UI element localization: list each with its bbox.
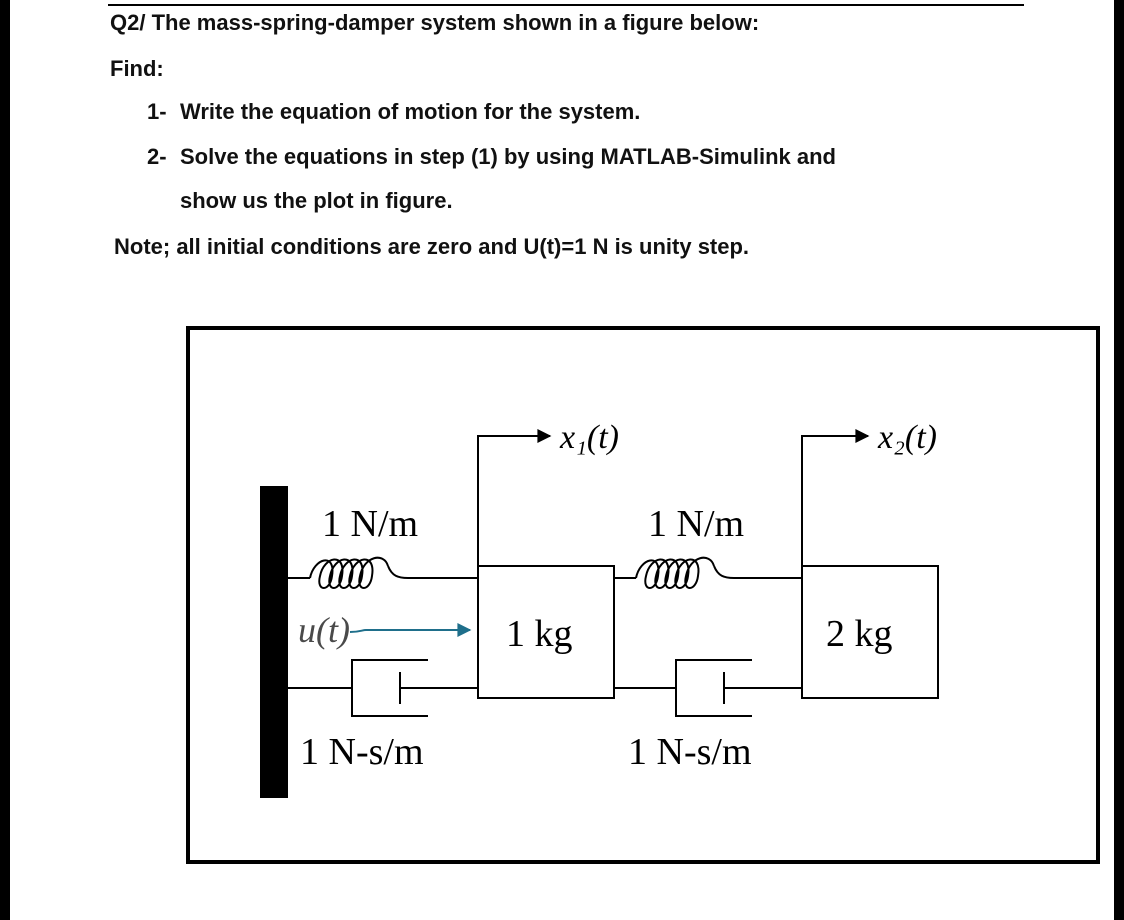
displacement-1-label: x₁(t) bbox=[560, 419, 620, 456]
damper-2-label: 1 N-s/m bbox=[628, 731, 752, 773]
spring-1-label: 1 N/m bbox=[322, 503, 419, 545]
find-label: Find: bbox=[110, 56, 164, 81]
document-page bbox=[10, 0, 1114, 920]
input-force-arrow bbox=[350, 630, 470, 632]
mass-2-label: 2 kg bbox=[826, 613, 893, 655]
diagram-frame bbox=[186, 326, 1100, 864]
fixed-wall bbox=[260, 486, 288, 798]
step-1-text: Write the equation of motion for the system. bbox=[180, 99, 641, 124]
spring-2 bbox=[614, 558, 802, 588]
spring-2-label: 1 N/m bbox=[648, 503, 745, 545]
step-1-number: 1- bbox=[147, 99, 167, 124]
question-title: Q2/ The mass-spring-damper system shown in a figure below: bbox=[110, 10, 760, 35]
damper-1-label: 1 N-s/m bbox=[300, 731, 424, 773]
step-2-number: 2- bbox=[147, 144, 167, 169]
step-2-continuation: show us the plot in figure. bbox=[180, 188, 453, 213]
note-text: Note; all initial conditions are zero and U(t)=1 N is unity step. bbox=[114, 234, 750, 259]
displacement-1-arrow bbox=[478, 436, 550, 566]
damper-2 bbox=[614, 660, 802, 716]
damper-1 bbox=[288, 660, 478, 716]
top-rule bbox=[108, 4, 1024, 6]
input-force-label: u(t) bbox=[298, 610, 350, 650]
displacement-2-label: x₂(t) bbox=[878, 419, 938, 456]
mass-spring-damper-diagram bbox=[190, 330, 1096, 860]
mass-1-label: 1 kg bbox=[506, 613, 573, 655]
step-2-text: Solve the equations in step (1) by using MATLAB-Simulink and bbox=[180, 144, 836, 169]
displacement-2-arrow bbox=[802, 436, 868, 566]
spring-1 bbox=[288, 558, 478, 588]
